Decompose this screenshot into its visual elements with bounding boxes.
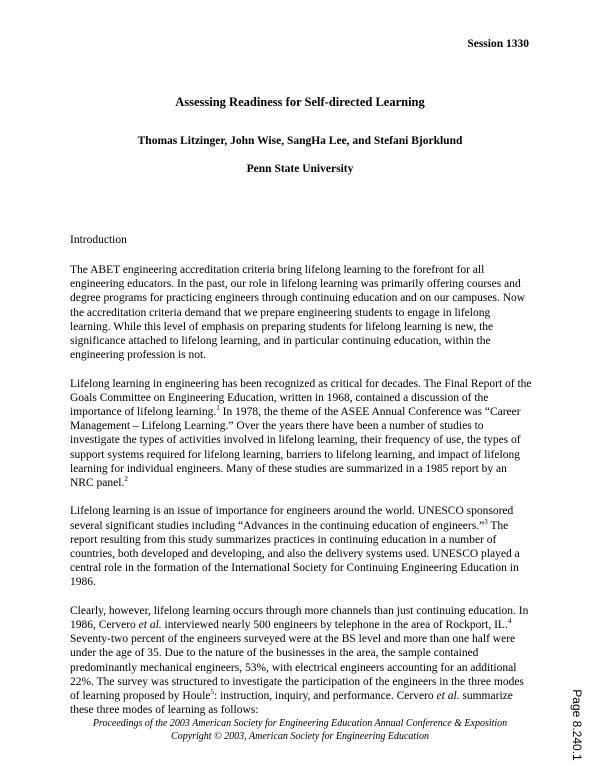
paper-affiliation: Penn State University: [246, 163, 354, 175]
page-number-stamp: [562, 680, 592, 770]
section-heading: Introduction: [70, 234, 127, 246]
reference-5: 5: [210, 688, 215, 697]
paragraph-3: [70, 504, 532, 589]
session-number: Session 1330: [467, 38, 529, 50]
reference-2: 2: [124, 475, 128, 484]
et-al-1: et al.: [138, 619, 162, 632]
page-footer: [0, 717, 600, 743]
paragraph-4-part-d: : instruction, inquiry, and performance. Cervero: [214, 690, 437, 703]
paper-title: Assessing Readiness for Self-directed Learning: [175, 95, 425, 109]
paragraph-4-part-c: Seventy-two percent of the engineers surveyed were at the BS level and more than one half were under the age of 35. Due to the nature of the businesses in the area, the sample contained predominantly mechanical engineers, 53%, with electrical engineers accounting for an additional 22%. The survey was structured to investigate the participation of the engineers in the three modes of learning proposed by Houle: [70, 633, 524, 703]
reference-3: 3: [484, 517, 488, 526]
paragraph-2-part-b: In 1978, the theme of the ASEE Annual Conference was “Career Management – Lifelong Learning.” Over the years there have been a number of studies to investigate the types of activities involved in lifelong learning, their frequency of use, the types of support systems required for lifelong learning, barriers to lifelong learning, and impact of lifelong learning for individual engineers. Many of these studies are summarized in a 1985 report by an NRC panel.: [70, 406, 521, 490]
paragraph-3-part-a: Lifelong learning is an issue of importance for engineers around the world. UNESCO sponsored several significant studies including “Advances in the continuing education of engineers.”: [70, 505, 514, 532]
footer-copyright: Copyright © 2003, American Society for Engineering Education: [171, 731, 429, 742]
paragraph-3-part-b: The report resulting from this study summarizes practices in continuing education in a number of countries, both developed and developing, and also the delivery systems used. UNESCO played a central role in the formation of the International Society for Continuing Engineering Education in 1986.: [70, 519, 520, 589]
reference-1: 1: [216, 404, 220, 413]
paragraph-4-part-e: summarize these three modes of learning as follows:: [70, 690, 513, 717]
paragraph-2: [70, 377, 532, 491]
paragraph-1: The ABET engineering accreditation criteria bring lifelong learning to the forefront for all engineering educators. In the past, our role in lifelong learning was primarily offering courses and degree programs for practicing engineers through continuing education and on our campuses. Now the accreditation criteria demand that we prepare engineering students to engage in lifelong learning. While this level of emphasis on preparing students for lifelong learning is new, the significance attached to lifelong learning, and in particular continuing education, within the engineering profession is not.: [70, 264, 526, 362]
body-text: [70, 263, 532, 732]
paragraph-2-part-a: Lifelong learning in engineering has been recognized as critical for decades. The Final Report of the Goals Committee on Engineering Education, written in 1968, contained a discussion of the importance of lifelong learning.: [70, 377, 532, 419]
paper-authors: Thomas Litzinger, John Wise, SangHa Lee, and Stefani Bjorklund: [137, 135, 463, 147]
footer-proceedings: Proceedings of the 2003 American Society for Engineering Education Annual Conference & Exposition: [92, 718, 508, 729]
paragraph-4-part-a: Clearly, however, lifelong learning occurs through more channels than just continuing education. In 1986, Cervero: [70, 604, 529, 632]
page-number: Page 8.240.1: [570, 689, 584, 761]
et-al-2: et al.: [436, 690, 460, 703]
paragraph-4: [70, 604, 532, 718]
paragraph-4-part-b: interviewed nearly 500 engineers by telephone in the area of Rockport, IL.: [161, 619, 508, 632]
reference-4: 4: [507, 617, 512, 626]
